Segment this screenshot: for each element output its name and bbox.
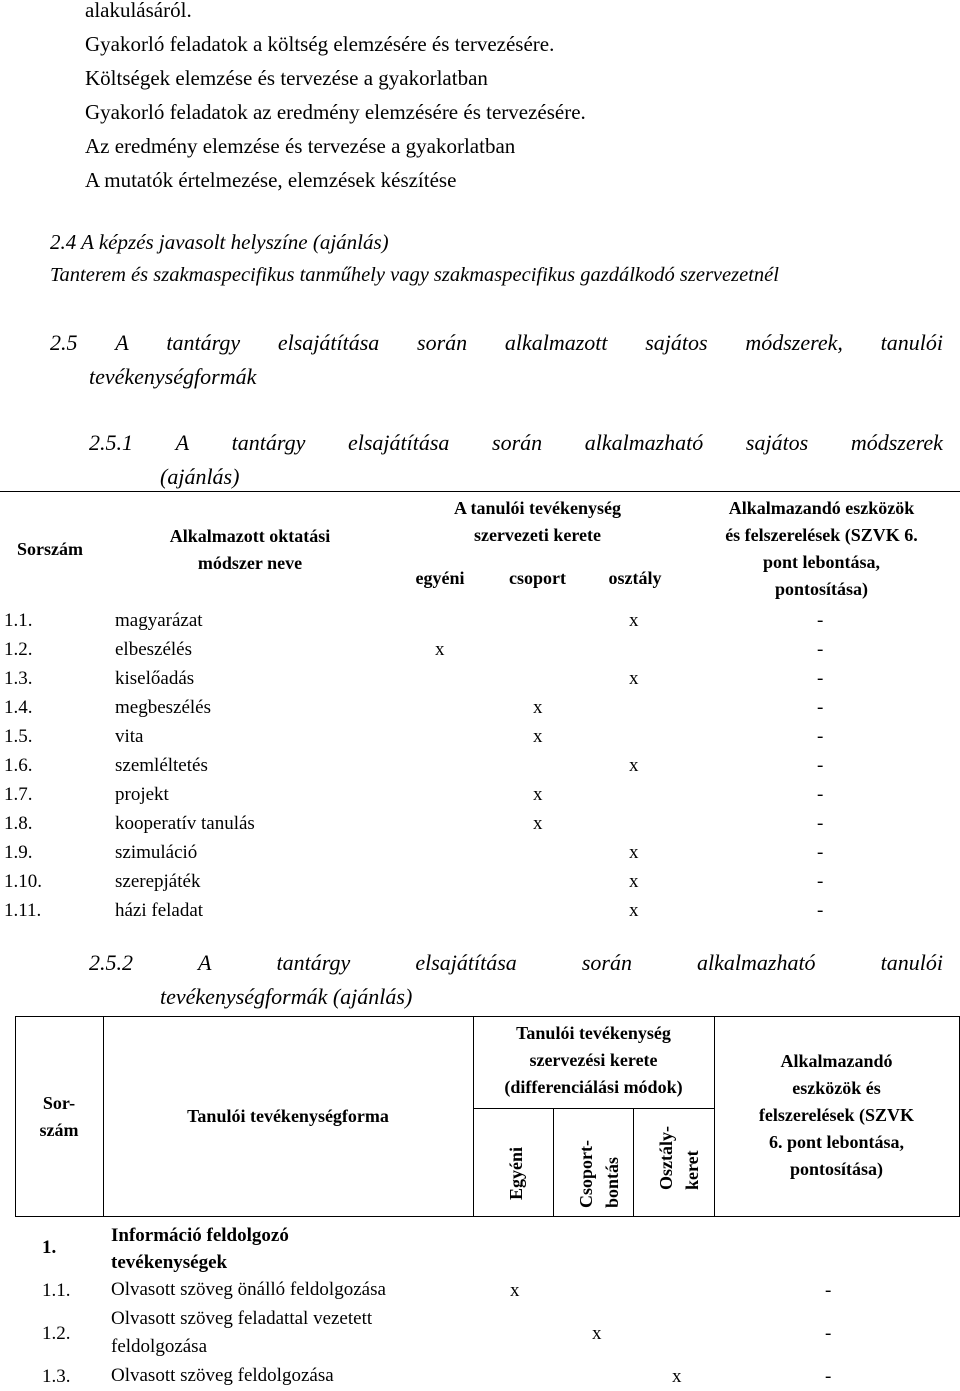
activity-name xyxy=(111,1276,386,1304)
heading-word: elsajátítása xyxy=(347,430,450,455)
intro-line: Gyakorló feladatok a költség elemzésére és tervezésére. xyxy=(85,32,555,56)
group-title: Információ feldolgozó tevékenységek xyxy=(111,1225,289,1273)
table-border xyxy=(0,491,960,492)
method-name: megbeszélés xyxy=(115,697,212,718)
table-row xyxy=(0,751,960,780)
table-border xyxy=(15,1216,960,1217)
frame-mark: x xyxy=(533,726,543,747)
section-heading-2-5 xyxy=(50,330,943,356)
frame-mark: x xyxy=(629,842,639,863)
row-number: 1.9. xyxy=(4,842,33,863)
col-header-osztaly: osztály xyxy=(608,568,662,588)
heading-word: elsajátítása xyxy=(277,330,380,355)
table-row xyxy=(0,722,960,751)
intro-line: Az eredmény elemzése és tervezése a gyakorlatban xyxy=(85,134,516,158)
col-header-csoport: Csoport- bontás xyxy=(576,1140,622,1208)
activity-name-line: Olvasott szöveg feladattal vezetett xyxy=(111,1308,373,1329)
col-header-egyeni: egyéni xyxy=(415,568,465,588)
table-row xyxy=(0,664,960,693)
heading-word: 2.5.2 xyxy=(89,950,133,975)
heading-word: során xyxy=(492,430,543,455)
table-row xyxy=(0,867,960,896)
heading-word: 2.5.1 xyxy=(89,430,133,455)
heading-word: A xyxy=(198,950,212,975)
method-name: szemléltetés xyxy=(115,755,208,776)
table-border xyxy=(633,1108,634,1216)
frame-mark: x xyxy=(672,1366,682,1387)
heading-word: alkalmazható xyxy=(697,950,816,975)
tools-value: - xyxy=(817,784,824,805)
row-number: 1.3. xyxy=(42,1366,71,1387)
frame-mark: x xyxy=(629,900,639,921)
heading-word: tanulói xyxy=(880,950,943,975)
frame-mark: x xyxy=(592,1323,602,1344)
frame-mark: x xyxy=(533,813,543,834)
row-number: 1.4. xyxy=(4,697,33,718)
table-row xyxy=(0,693,960,722)
heading-word: tantárgy xyxy=(276,950,351,975)
method-name: kiselőadás xyxy=(115,668,195,689)
table-row xyxy=(0,809,960,838)
table-border xyxy=(15,1016,960,1017)
heading-word: alkalmazott xyxy=(504,330,608,355)
tools-value: - xyxy=(817,610,824,631)
section-heading-2-5-1-line2: (ajánlás) xyxy=(160,464,240,489)
tools-value: - xyxy=(817,900,824,921)
col-header-tools: Alkalmazandó eszközök és felszerelések (SZVK 6. pont lebontása, pontosítása) xyxy=(758,1051,915,1179)
method-name: magyarázat xyxy=(115,610,203,631)
table-row xyxy=(0,606,960,635)
heading-word: tantárgy xyxy=(231,430,306,455)
table-border xyxy=(553,1108,554,1216)
tools-value: - xyxy=(817,726,824,747)
tools-value: - xyxy=(817,813,824,834)
frame-mark: x xyxy=(629,755,639,776)
table-row xyxy=(0,896,960,925)
activity-name-line: Olvasott szöveg feldolgozása xyxy=(111,1365,334,1386)
method-name: házi feladat xyxy=(115,900,204,921)
col-header-osztaly: Osztály- keret xyxy=(656,1126,702,1190)
tools-value: - xyxy=(817,639,824,660)
heading-word: A xyxy=(175,430,190,455)
frame-mark: x xyxy=(629,871,639,892)
table-row xyxy=(0,838,960,867)
col-header-csoport: csoport xyxy=(509,568,566,588)
col-header-egyeni: Egyéni xyxy=(506,1146,526,1200)
tools-value: - xyxy=(817,842,824,863)
tools-value: - xyxy=(825,1323,832,1344)
section-heading-2-5-1 xyxy=(89,430,943,456)
heading-word: során xyxy=(417,330,468,355)
col-header-method: Alkalmazott oktatási módszer neve xyxy=(169,526,331,573)
method-name: vita xyxy=(115,726,144,747)
heading-word: 2.5 xyxy=(50,330,78,355)
method-name: szimuláció xyxy=(115,842,198,863)
intro-line: A mutatók értelmezése, elemzések készítése xyxy=(85,168,457,192)
heading-word: módszerek xyxy=(850,430,943,455)
col-header-sorszam: Sorszám xyxy=(17,539,83,559)
method-name: projekt xyxy=(115,784,169,805)
tools-value: - xyxy=(817,755,824,776)
row-number: 1.3. xyxy=(4,668,33,689)
heading-word: sajátos xyxy=(745,430,809,455)
method-name: elbeszélés xyxy=(115,639,193,660)
tools-value: - xyxy=(825,1366,832,1387)
intro-line: alakulásáról. xyxy=(85,0,192,22)
row-number: 1.7. xyxy=(4,784,33,805)
frame-mark: x xyxy=(629,610,639,631)
row-number: 1.10. xyxy=(4,871,42,892)
tools-value: - xyxy=(817,668,824,689)
frame-mark: x xyxy=(533,697,543,718)
frame-mark: x xyxy=(533,784,543,805)
heading-word: során xyxy=(581,950,632,975)
table-row xyxy=(0,1362,960,1391)
section-heading-2-4: 2.4 A képzés javasolt helyszíne (ajánlás) xyxy=(50,230,389,254)
section-text-2-4: Tanterem és szakmaspecifikus tanműhely vagy szakmaspecifikus gazdálkodó szervezetnél xyxy=(50,264,779,286)
row-number: 1.11. xyxy=(4,900,42,921)
intro-line: Költségek elemzése és tervezése a gyakorlatban xyxy=(85,66,488,90)
heading-word: A xyxy=(115,330,129,355)
row-number: 1.2. xyxy=(42,1323,71,1344)
heading-word: tanulói xyxy=(880,330,943,355)
table-border xyxy=(473,1108,714,1109)
method-name: kooperatív tanulás xyxy=(115,813,255,834)
intro-line: Gyakorló feladatok az eredmény elemzésére és tervezésére. xyxy=(85,100,586,124)
tools-value: - xyxy=(817,697,824,718)
heading-word: alkalmazható xyxy=(584,430,704,455)
section-heading-2-5-line2: tevékenységformák xyxy=(89,364,257,389)
row-number: 1.8. xyxy=(4,813,33,834)
col-header-form: Tanulói tevékenységforma xyxy=(187,1106,389,1126)
heading-word: tantárgy xyxy=(166,330,241,355)
method-name: szerepjáték xyxy=(115,871,201,892)
heading-word: sajátos xyxy=(645,330,708,355)
activity-name xyxy=(111,1305,372,1361)
table-row xyxy=(0,1276,960,1305)
row-number: 1.6. xyxy=(4,755,33,776)
group-number: 1. xyxy=(42,1237,57,1258)
row-number: 1.2. xyxy=(4,639,33,660)
activity-name-line: feldolgozása xyxy=(111,1336,208,1357)
col-header-frame: Tanulói tevékenység szervezési kerete (differenciálási módok) xyxy=(504,1023,683,1097)
row-number: 1.1. xyxy=(42,1280,71,1301)
row-number: 1.5. xyxy=(4,726,33,747)
activity-name-line: Olvasott szöveg önálló feldolgozása xyxy=(111,1279,386,1300)
row-number: 1.1. xyxy=(4,610,33,631)
activity-name xyxy=(111,1362,334,1390)
table-row xyxy=(0,780,960,809)
heading-word: elsajátítása xyxy=(415,950,517,975)
tools-value: - xyxy=(825,1280,832,1301)
col-header-frame: A tanulói tevékenység szervezeti kerete xyxy=(453,498,621,545)
section-heading-2-5-2 xyxy=(89,950,943,976)
tools-value: - xyxy=(817,871,824,892)
table-row xyxy=(0,635,960,664)
heading-word: módszerek, xyxy=(745,330,843,355)
col-header-sorszam: Sor- szám xyxy=(39,1093,79,1140)
col-header-tools: Alkalmazandó eszközök és felszerelések (SZVK 6. pont lebontása, pontosítása) xyxy=(725,498,918,599)
frame-mark: x xyxy=(435,639,445,660)
table-row xyxy=(0,1305,960,1362)
section-heading-2-5-2-line2: tevékenységformák (ajánlás) xyxy=(160,984,413,1009)
frame-mark: x xyxy=(629,668,639,689)
frame-mark: x xyxy=(510,1280,520,1301)
